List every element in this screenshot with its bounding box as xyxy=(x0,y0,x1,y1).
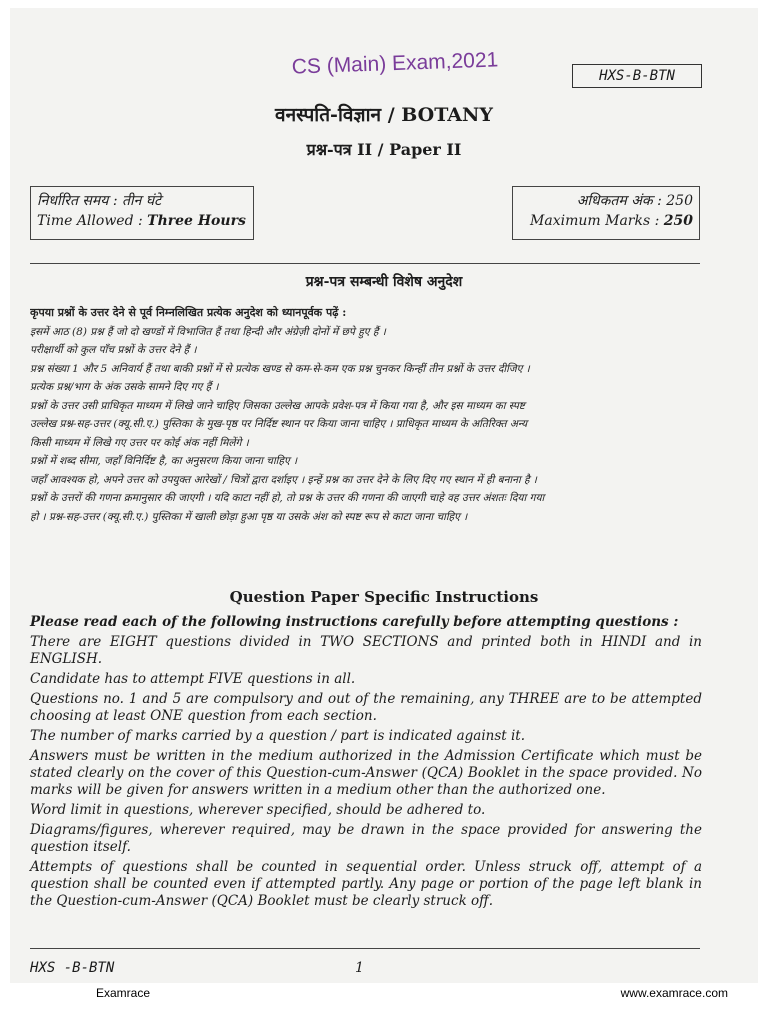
exam-page xyxy=(10,8,758,983)
english-instruction: Candidate has to attempt FIVE questions in all. xyxy=(30,671,356,687)
subject-title: वनस्पति-विज्ञान / BOTANY xyxy=(275,104,493,126)
english-instruction: Attempts of questions shall be counted in sequential order. Unless struck off, attempt of a question shall be counted even if attempted partly. Any page or portion of the page left blank in the Question-cum-Answer (QCA) Booklet must be clearly struck off. xyxy=(30,859,702,909)
hindi-line: हो । प्रश्न-सह-उत्तर (क्यू.सी.ए.) पुस्तिका में खाली छोड़ा हुआ पृष्ठ या उसके अंश को स्पष्ट रूप से काटा जाना चाहिए । xyxy=(30,510,468,523)
hindi-line: प्रश्नों में शब्द सीमा, जहाँ विनिर्दिष्ट है, का अनुसरण किया जाना चाहिए । xyxy=(30,455,298,467)
marks-english: Maximum Marks : 250 xyxy=(530,213,693,229)
hindi-line: जहाँ आवश्यक हो, अपने उत्तर को उपयुक्त आरेखों / चित्रों द्वारा दर्शाइए । इन्हें प्रश्न का उत्तर देने के लिए दिए गए स्थान में ही बनाना है । xyxy=(30,473,537,486)
hindi-line: प्रश्नों के उत्तरों की गणना क्रमानुसार की जाएगी । यदि काटा नहीं हो, तो प्रश्न के उत्तर की गणना की जाएगी चाहे वह उत्तर अंशतः दिया गया xyxy=(30,492,545,504)
hindi-instructions xyxy=(30,304,700,526)
paper-code-box: HXS-B-BTN xyxy=(572,64,702,88)
english-instructions xyxy=(30,614,702,913)
hindi-line: परीक्षार्थी को कुल पाँच प्रश्नों के उत्तर देने हैं । xyxy=(30,344,197,356)
english-instruction: Answers must be written in the medium authorized in the Admission Certificate which must be stated clearly on the cover of this Question-cum-Answer (QCA) Booklet in the space provided. No marks will be given for answers written in a medium other than the authorized one. xyxy=(30,748,702,798)
english-instruction: Diagrams/figures, wherever required, may be drawn in the space provided for answering the question itself. xyxy=(30,822,702,855)
marks-hindi: अधिकतम अंक : 250 xyxy=(576,193,693,209)
hindi-line: उल्लेख प्रश्न-सह-उत्तर (क्यू.सी.ए.) पुस्तिका के मुख-पृष्ठ पर निर्दिष्ट स्थान पर किया जाना चाहिए । प्राधिकृत माध्यम के अतिरिक्त अन्य xyxy=(30,418,528,430)
time-english: Time Allowed : Three Hours xyxy=(37,213,246,229)
page-number: 1 xyxy=(355,960,364,976)
paper-title: प्रश्न-पत्र II / Paper II xyxy=(306,140,462,159)
english-instruction: The number of marks carried by a question / part is indicated against it. xyxy=(30,728,526,744)
english-instructions-heading: Question Paper Specific Instructions xyxy=(229,588,539,606)
english-instruction: There are EIGHT questions divided in TWO SECTIONS and printed both in HINDI and in ENGLISH. xyxy=(30,634,702,667)
footer-url[interactable]: www.examrace.com xyxy=(620,986,728,1000)
max-marks-box xyxy=(512,186,700,240)
time-allowed-box xyxy=(30,186,254,240)
divider-top xyxy=(30,263,700,264)
footer-paper-code: HXS -B-BTN xyxy=(30,960,115,976)
divider-bottom xyxy=(30,948,700,949)
time-hindi: निर्धारित समय : तीन घंटे xyxy=(37,193,162,209)
hindi-line: प्रत्येक प्रश्न/भाग के अंक उसके सामने दिए गए हैं । xyxy=(30,381,219,393)
english-instruction-lead: Please read each of the following instructions carefully before attempting questions : xyxy=(30,614,679,630)
exam-stamp: CS (Main) Exam,2021 xyxy=(291,48,499,79)
hindi-instructions-heading: प्रश्न-पत्र सम्बन्धी विशेष अनुदेश xyxy=(305,274,463,290)
hindi-line: किसी माध्यम में लिखे गए उत्तर पर कोई अंक नहीं मिलेंगे । xyxy=(30,436,249,449)
hindi-line: प्रश्नों के उत्तर उसी प्राधिकृत माध्यम में लिखे जाने चाहिए जिसका उल्लेख आपके प्रवेश-पत्र में किया गया है, और इस माध्यम का स्पष्ट xyxy=(30,399,525,412)
english-instruction: Questions no. 1 and 5 are compulsory and out of the remaining, any THREE are to be attempted choosing at least ONE question from each section. xyxy=(30,691,702,724)
hindi-line: कृपया प्रश्नों के उत्तर देने से पूर्व निम्नलिखित प्रत्येक अनुदेश को ध्यानपूर्वक पढ़ें : xyxy=(30,306,347,319)
hindi-line: प्रश्न संख्या 1 और 5 अनिवार्य हैं तथा बाकी प्रश्नों में से प्रत्येक खण्ड से कम-से-कम एक प्रश्न चुनकर किन्हीं तीन प्रश्नों के उत्तर दीजिए । xyxy=(30,362,530,375)
english-instruction: Word limit in questions, wherever specified, should be adhered to. xyxy=(30,802,486,818)
hindi-line: इसमें आठ (8) प्रश्न हैं जो दो खण्डों में विभाजित हैं तथा हिन्दी और अंग्रेज़ी दोनों में छपे हुए हैं । xyxy=(30,325,386,338)
footer-brand: Examrace xyxy=(96,986,151,1000)
